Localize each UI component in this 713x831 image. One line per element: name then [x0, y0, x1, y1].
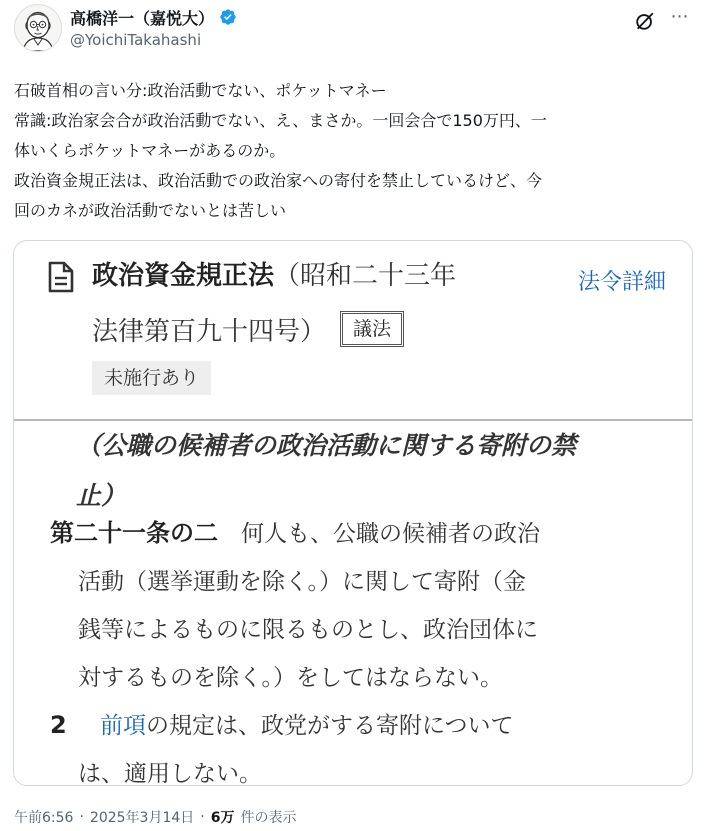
law-type-badge: 議法	[340, 311, 404, 347]
law-header	[14, 241, 692, 421]
avatar[interactable]	[14, 4, 62, 52]
author-handle[interactable]: @YoichiTakahashi	[70, 31, 202, 49]
views-count[interactable]: 6万	[210, 810, 235, 826]
article-text-line: 活動（選挙運動を除く。）に関して寄附（金	[78, 569, 527, 595]
tweet-header	[14, 4, 704, 56]
tweet-text	[14, 76, 704, 226]
previous-paragraph-link: 前項	[100, 713, 146, 739]
views-label: 件の表示	[240, 810, 297, 826]
law-title	[92, 257, 456, 295]
law-number-part-1: （昭和二十三年	[274, 261, 457, 291]
tweet-footer	[14, 804, 296, 830]
article-text-line: 何人も、公職の候補者の政治	[241, 521, 540, 547]
separator-dot: ·	[200, 809, 205, 825]
author-display-name[interactable]: 高橋洋一（嘉悦大）	[70, 8, 215, 28]
paragraph-2-first-line	[50, 701, 670, 750]
law-details-link: 法令詳細	[577, 270, 666, 295]
separator-dot: ·	[79, 809, 84, 825]
more-options-icon[interactable]: ⋯	[670, 6, 690, 27]
grok-icon[interactable]	[634, 10, 656, 32]
author-name-line	[70, 6, 237, 28]
tweet-text-line: 政治資金規正法は、政治活動での政治家への寄付を禁止しているけど、今	[14, 171, 543, 190]
document-icon	[48, 261, 74, 293]
tweet-text-line: 石破首相の言い分:政治活動でない、ポケットマネー	[14, 81, 387, 100]
post-time[interactable]: 午前6:56	[14, 810, 74, 826]
article-text-line: 銭等によるものに限るものとし、政治団体に	[78, 617, 538, 643]
law-name: 政治資金規正法	[92, 261, 275, 291]
status-chip: 未施行あり	[92, 361, 211, 395]
article-first-line	[50, 509, 670, 558]
tweet-text-line: 回のカネが政治活動でないとは苦しい	[14, 201, 287, 220]
paragraph-2	[50, 701, 670, 786]
article-caption-line: 止）	[76, 481, 127, 510]
law-title-continued	[92, 309, 404, 349]
law-number-part-2: 法律第百九十四号）	[92, 316, 327, 347]
article-caption-line: （公職の候補者の政治活動に関する寄附の禁	[76, 431, 577, 460]
paragraph-number: 2	[50, 711, 67, 739]
article-caption	[76, 421, 636, 521]
article-body	[50, 509, 670, 702]
verified-badge-icon	[219, 8, 237, 26]
paragraph-text-line: は、適用しない。	[78, 761, 262, 786]
article-text-line: 対するものを除く。）をしてはならない。	[78, 665, 504, 691]
article-number: 第二十一条の二	[50, 519, 218, 547]
tweet-text-line: 体いくらポケットマネーがあるのか。	[14, 141, 286, 160]
paragraph-text: の規定は、政党がする寄附について	[146, 713, 514, 739]
avatar-portrait-icon	[15, 5, 61, 51]
tweet-text-line: 常識:政治家会合が政治活動でない、え、まさか。一回会合で150万円、一	[14, 111, 547, 130]
attached-image-card[interactable]	[13, 240, 693, 786]
post-date[interactable]: 2025年3月14日	[89, 810, 195, 826]
